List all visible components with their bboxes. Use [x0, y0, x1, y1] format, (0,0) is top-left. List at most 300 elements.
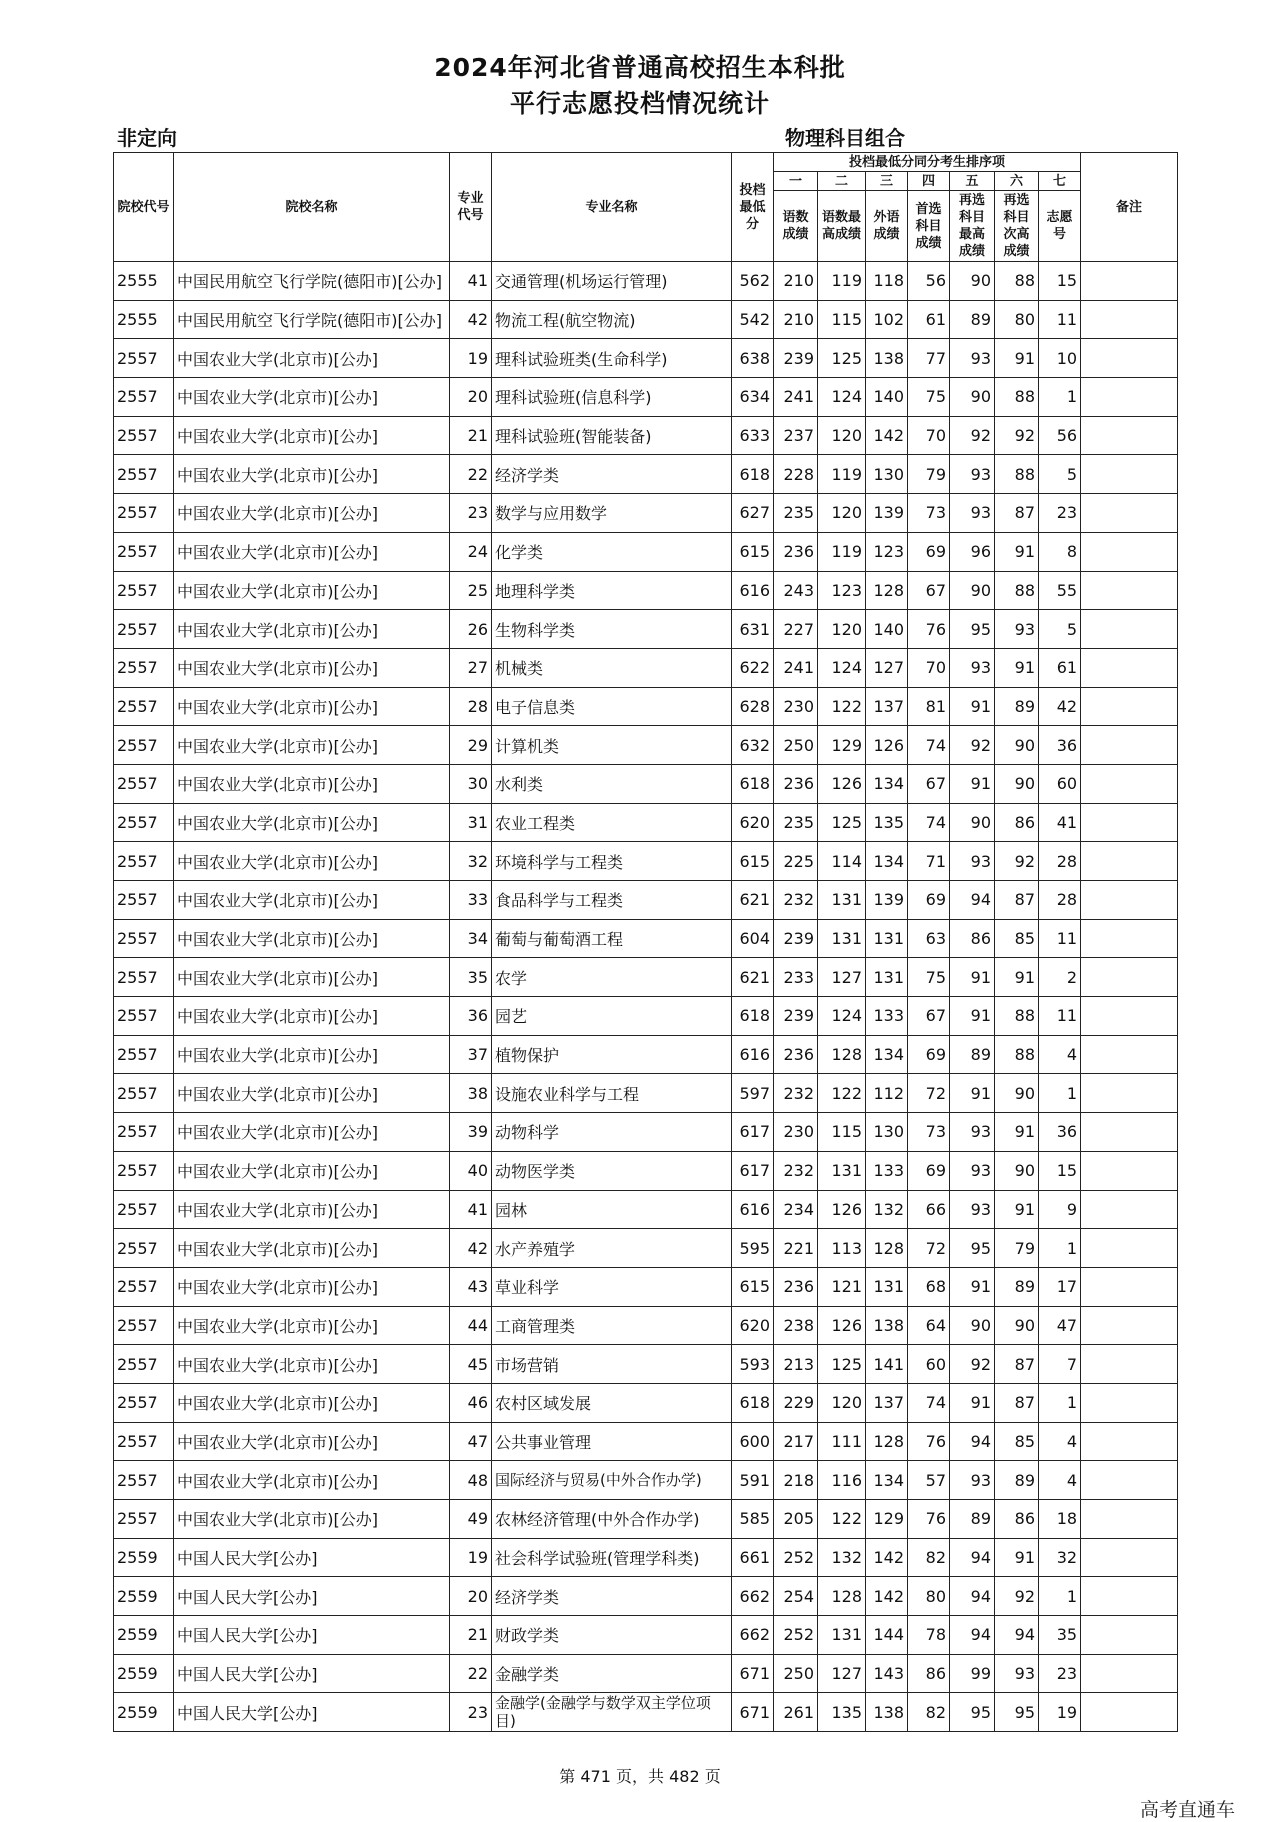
cell-rank-7: 56	[1039, 416, 1081, 455]
cell-rank-6: 87	[995, 1383, 1039, 1422]
cell-rank-4: 81	[908, 687, 950, 726]
cell-min-score: 661	[732, 1538, 774, 1577]
cell-major-code: 40	[450, 1151, 492, 1190]
cell-rank-3: 142	[866, 416, 908, 455]
cell-school-name: 中国民用航空飞行学院(德阳市)[公办]	[174, 262, 450, 301]
cell-rank-6: 95	[995, 1693, 1039, 1732]
cell-rank-7: 5	[1039, 610, 1081, 649]
cell-rank-1: 232	[774, 1151, 818, 1190]
cell-remark	[1081, 1616, 1178, 1655]
header-rank-item: 语数最高成绩	[818, 191, 866, 262]
cell-remark	[1081, 997, 1178, 1036]
cell-rank-1: 210	[774, 300, 818, 339]
cell-rank-3: 140	[866, 378, 908, 417]
cell-rank-7: 41	[1039, 803, 1081, 842]
cell-rank-6: 88	[995, 1035, 1039, 1074]
cell-rank-4: 69	[908, 881, 950, 920]
cell-major-name: 设施农业科学与工程	[492, 1074, 732, 1113]
cell-rank-1: 250	[774, 1654, 818, 1693]
cell-major-name: 食品科学与工程类	[492, 881, 732, 920]
cell-rank-7: 60	[1039, 764, 1081, 803]
header-major-code: 专业代号	[450, 153, 492, 262]
cell-rank-1: 236	[774, 1267, 818, 1306]
cell-major-name: 理科试验班类(生命科学)	[492, 339, 732, 378]
cell-major-name: 农林经济管理(中外合作办学)	[492, 1500, 732, 1539]
cell-school-code: 2559	[114, 1538, 174, 1577]
cell-rank-6: 91	[995, 1538, 1039, 1577]
cell-major-code: 20	[450, 1577, 492, 1616]
cell-major-code: 23	[450, 494, 492, 533]
cell-rank-1: 241	[774, 378, 818, 417]
cell-rank-7: 36	[1039, 1113, 1081, 1152]
header-rank-num: 三	[866, 172, 908, 191]
cell-rank-7: 42	[1039, 687, 1081, 726]
cell-rank-7: 35	[1039, 1616, 1081, 1655]
cell-school-code: 2557	[114, 416, 174, 455]
cell-remark	[1081, 1500, 1178, 1539]
cell-rank-5: 93	[950, 339, 995, 378]
table-row	[114, 1538, 1178, 1577]
cell-major-name: 农业工程类	[492, 803, 732, 842]
cell-rank-6: 88	[995, 378, 1039, 417]
cell-major-name: 国际经济与贸易(中外合作办学)	[492, 1461, 732, 1500]
cell-major-name: 生物科学类	[492, 610, 732, 649]
page-footer: 第 471 页，共 482 页	[559, 1767, 721, 1786]
cell-rank-5: 91	[950, 687, 995, 726]
cell-rank-5: 90	[950, 1306, 995, 1345]
cell-rank-2: 121	[818, 1267, 866, 1306]
cell-school-name: 中国农业大学(北京市)[公办]	[174, 610, 450, 649]
cell-rank-1: 230	[774, 1113, 818, 1152]
cell-rank-4: 80	[908, 1577, 950, 1616]
cell-min-score: 617	[732, 1113, 774, 1152]
cell-rank-7: 47	[1039, 1306, 1081, 1345]
cell-school-code: 2557	[114, 1035, 174, 1074]
cell-rank-3: 142	[866, 1577, 908, 1616]
cell-rank-7: 32	[1039, 1538, 1081, 1577]
table-row	[114, 1461, 1178, 1500]
cell-rank-6: 91	[995, 339, 1039, 378]
cell-min-score: 591	[732, 1461, 774, 1500]
table-row	[114, 687, 1178, 726]
cell-rank-6: 90	[995, 764, 1039, 803]
table-row	[114, 339, 1178, 378]
cell-rank-5: 96	[950, 532, 995, 571]
cell-rank-6: 86	[995, 1500, 1039, 1539]
table-row	[114, 726, 1178, 765]
cell-school-code: 2559	[114, 1577, 174, 1616]
cell-min-score: 618	[732, 997, 774, 1036]
table-row	[114, 610, 1178, 649]
cell-rank-1: 210	[774, 262, 818, 301]
cell-rank-4: 78	[908, 1616, 950, 1655]
header-rank-num: 七	[1039, 172, 1081, 191]
cell-rank-6: 92	[995, 416, 1039, 455]
cell-major-name: 地理科学类	[492, 571, 732, 610]
table-row	[114, 1654, 1178, 1693]
cell-min-score: 633	[732, 416, 774, 455]
cell-school-name: 中国农业大学(北京市)[公办]	[174, 416, 450, 455]
cell-school-name: 中国农业大学(北京市)[公办]	[174, 881, 450, 920]
cell-school-name: 中国农业大学(北京市)[公办]	[174, 648, 450, 687]
cell-rank-5: 93	[950, 1461, 995, 1500]
table-row	[114, 1616, 1178, 1655]
cell-remark	[1081, 300, 1178, 339]
cell-rank-4: 56	[908, 262, 950, 301]
cell-rank-6: 90	[995, 726, 1039, 765]
cell-school-code: 2557	[114, 1422, 174, 1461]
cell-rank-3: 112	[866, 1074, 908, 1113]
table-row	[114, 1267, 1178, 1306]
cell-rank-2: 123	[818, 571, 866, 610]
cell-rank-3: 137	[866, 1383, 908, 1422]
cell-rank-1: 243	[774, 571, 818, 610]
cell-school-code: 2557	[114, 764, 174, 803]
table-row	[114, 1035, 1178, 1074]
cell-school-code: 2555	[114, 262, 174, 301]
cell-rank-2: 124	[818, 648, 866, 687]
cell-major-code: 39	[450, 1113, 492, 1152]
cell-rank-5: 99	[950, 1654, 995, 1693]
cell-school-name: 中国农业大学(北京市)[公办]	[174, 919, 450, 958]
cell-school-name: 中国农业大学(北京市)[公办]	[174, 764, 450, 803]
cell-rank-3: 134	[866, 764, 908, 803]
cell-remark	[1081, 610, 1178, 649]
cell-rank-4: 68	[908, 1267, 950, 1306]
cell-remark	[1081, 1577, 1178, 1616]
cell-rank-2: 131	[818, 919, 866, 958]
table-row	[114, 1306, 1178, 1345]
cell-rank-5: 92	[950, 726, 995, 765]
cell-min-score: 600	[732, 1422, 774, 1461]
cell-school-name: 中国农业大学(北京市)[公办]	[174, 997, 450, 1036]
cell-school-name: 中国农业大学(北京市)[公办]	[174, 803, 450, 842]
cell-major-name: 环境科学与工程类	[492, 842, 732, 881]
cell-school-name: 中国农业大学(北京市)[公办]	[174, 571, 450, 610]
cell-rank-4: 72	[908, 1229, 950, 1268]
cell-major-name: 园艺	[492, 997, 732, 1036]
cell-school-name: 中国民用航空飞行学院(德阳市)[公办]	[174, 300, 450, 339]
table-row	[114, 262, 1178, 301]
cell-major-code: 32	[450, 842, 492, 881]
cell-school-name: 中国农业大学(北京市)[公办]	[174, 532, 450, 571]
cell-rank-4: 70	[908, 648, 950, 687]
cell-major-name: 金融学(金融学与数学双主学位项目)	[492, 1693, 732, 1732]
cell-rank-4: 61	[908, 300, 950, 339]
cell-remark	[1081, 262, 1178, 301]
cell-rank-3: 126	[866, 726, 908, 765]
cell-school-code: 2557	[114, 339, 174, 378]
cell-school-name: 中国人民大学[公办]	[174, 1693, 450, 1732]
page-title-line1: 2024年河北省普通高校招生本科批	[434, 53, 846, 82]
cell-rank-2: 135	[818, 1693, 866, 1732]
cell-min-score: 616	[732, 1035, 774, 1074]
cell-rank-5: 94	[950, 1616, 995, 1655]
cell-rank-4: 64	[908, 1306, 950, 1345]
cell-school-name: 中国农业大学(北京市)[公办]	[174, 339, 450, 378]
cell-major-code: 43	[450, 1267, 492, 1306]
cell-rank-6: 89	[995, 1461, 1039, 1500]
cell-rank-2: 131	[818, 1616, 866, 1655]
cell-rank-5: 90	[950, 571, 995, 610]
cell-rank-4: 60	[908, 1345, 950, 1384]
cell-school-name: 中国农业大学(北京市)[公办]	[174, 1113, 450, 1152]
cell-rank-6: 85	[995, 1422, 1039, 1461]
cell-rank-2: 125	[818, 339, 866, 378]
cell-remark	[1081, 571, 1178, 610]
cell-remark	[1081, 1422, 1178, 1461]
cell-min-score: 638	[732, 339, 774, 378]
cell-rank-7: 1	[1039, 1577, 1081, 1616]
cell-major-name: 理科试验班(智能装备)	[492, 416, 732, 455]
cell-rank-5: 90	[950, 803, 995, 842]
cell-major-code: 41	[450, 262, 492, 301]
header-rank-group: 投档最低分同分考生排序项	[774, 153, 1081, 172]
cell-rank-3: 123	[866, 532, 908, 571]
cell-rank-3: 138	[866, 1693, 908, 1732]
cell-rank-4: 67	[908, 997, 950, 1036]
header-rank-num: 五	[950, 172, 995, 191]
cell-min-score: 542	[732, 300, 774, 339]
cell-rank-2: 119	[818, 532, 866, 571]
cell-rank-1: 250	[774, 726, 818, 765]
header-school-name: 院校名称	[174, 153, 450, 262]
cell-rank-2: 120	[818, 610, 866, 649]
cell-rank-4: 63	[908, 919, 950, 958]
cell-remark	[1081, 1306, 1178, 1345]
cell-rank-3: 134	[866, 1461, 908, 1500]
cell-major-name: 理科试验班(信息科学)	[492, 378, 732, 417]
cell-rank-1: 235	[774, 494, 818, 533]
table-row	[114, 1693, 1178, 1732]
cell-rank-5: 86	[950, 919, 995, 958]
cell-school-code: 2555	[114, 300, 174, 339]
cell-major-code: 23	[450, 1693, 492, 1732]
cell-remark	[1081, 764, 1178, 803]
cell-rank-7: 17	[1039, 1267, 1081, 1306]
cell-rank-6: 91	[995, 1190, 1039, 1229]
cell-min-score: 621	[732, 881, 774, 920]
header-rank-num: 二	[818, 172, 866, 191]
cell-rank-6: 92	[995, 1577, 1039, 1616]
cell-rank-4: 69	[908, 1035, 950, 1074]
cell-min-score: 662	[732, 1616, 774, 1655]
cell-rank-5: 91	[950, 1383, 995, 1422]
cell-min-score: 634	[732, 378, 774, 417]
header-rank-num: 四	[908, 172, 950, 191]
cell-rank-3: 130	[866, 455, 908, 494]
cell-major-code: 29	[450, 726, 492, 765]
cell-major-name: 数学与应用数学	[492, 494, 732, 533]
cell-rank-1: 254	[774, 1577, 818, 1616]
table-row	[114, 494, 1178, 533]
table-row	[114, 1500, 1178, 1539]
table-row	[114, 842, 1178, 881]
cell-rank-3: 128	[866, 1229, 908, 1268]
cell-rank-1: 252	[774, 1538, 818, 1577]
cell-major-name: 葡萄与葡萄酒工程	[492, 919, 732, 958]
cell-rank-1: 205	[774, 1500, 818, 1539]
cell-rank-4: 71	[908, 842, 950, 881]
table-row	[114, 571, 1178, 610]
cell-major-name: 农村区域发展	[492, 1383, 732, 1422]
cell-school-code: 2557	[114, 726, 174, 765]
table-row	[114, 803, 1178, 842]
cell-rank-3: 144	[866, 1616, 908, 1655]
cell-major-name: 交通管理(机场运行管理)	[492, 262, 732, 301]
cell-rank-5: 90	[950, 378, 995, 417]
cell-rank-5: 95	[950, 1229, 995, 1268]
cell-rank-3: 102	[866, 300, 908, 339]
table-row	[114, 1345, 1178, 1384]
cell-school-name: 中国农业大学(北京市)[公办]	[174, 687, 450, 726]
cell-major-name: 电子信息类	[492, 687, 732, 726]
cell-remark	[1081, 1074, 1178, 1113]
cell-rank-4: 86	[908, 1654, 950, 1693]
cell-major-name: 金融学类	[492, 1654, 732, 1693]
cell-rank-2: 126	[818, 1190, 866, 1229]
header-rank-item: 外语成绩	[866, 191, 908, 262]
cell-rank-2: 114	[818, 842, 866, 881]
cell-rank-4: 72	[908, 1074, 950, 1113]
cell-major-code: 21	[450, 1616, 492, 1655]
cell-rank-6: 88	[995, 997, 1039, 1036]
cell-rank-2: 115	[818, 1113, 866, 1152]
cell-major-code: 48	[450, 1461, 492, 1500]
cell-rank-1: 236	[774, 764, 818, 803]
cell-rank-7: 11	[1039, 919, 1081, 958]
cell-rank-5: 93	[950, 842, 995, 881]
cell-rank-6: 88	[995, 455, 1039, 494]
cell-rank-4: 82	[908, 1693, 950, 1732]
cell-major-name: 计算机类	[492, 726, 732, 765]
cell-rank-7: 23	[1039, 494, 1081, 533]
cell-rank-1: 225	[774, 842, 818, 881]
cell-major-code: 41	[450, 1190, 492, 1229]
cell-min-score: 618	[732, 1383, 774, 1422]
cell-rank-7: 1	[1039, 378, 1081, 417]
cell-school-code: 2557	[114, 1500, 174, 1539]
cell-rank-5: 91	[950, 764, 995, 803]
cell-rank-2: 113	[818, 1229, 866, 1268]
cell-major-code: 46	[450, 1383, 492, 1422]
cell-school-code: 2557	[114, 1383, 174, 1422]
cell-school-name: 中国农业大学(北京市)[公办]	[174, 842, 450, 881]
cell-school-code: 2559	[114, 1693, 174, 1732]
cell-rank-7: 19	[1039, 1693, 1081, 1732]
cell-rank-2: 122	[818, 1500, 866, 1539]
cell-remark	[1081, 339, 1178, 378]
cell-rank-6: 90	[995, 1306, 1039, 1345]
cell-school-code: 2557	[114, 1151, 174, 1190]
cell-rank-3: 128	[866, 571, 908, 610]
cell-rank-3: 139	[866, 494, 908, 533]
cell-school-code: 2559	[114, 1654, 174, 1693]
cell-rank-4: 69	[908, 1151, 950, 1190]
cell-rank-7: 8	[1039, 532, 1081, 571]
cell-rank-6: 80	[995, 300, 1039, 339]
cell-major-code: 19	[450, 339, 492, 378]
cell-rank-3: 133	[866, 1151, 908, 1190]
table-row	[114, 378, 1178, 417]
cell-major-code: 26	[450, 610, 492, 649]
cell-school-name: 中国农业大学(北京市)[公办]	[174, 726, 450, 765]
cell-school-name: 中国农业大学(北京市)[公办]	[174, 1461, 450, 1500]
category-left: 非定向	[117, 126, 177, 150]
cell-rank-7: 4	[1039, 1461, 1081, 1500]
cell-major-name: 物流工程(航空物流)	[492, 300, 732, 339]
cell-major-code: 33	[450, 881, 492, 920]
cell-rank-1: 233	[774, 958, 818, 997]
cell-rank-2: 128	[818, 1577, 866, 1616]
cell-remark	[1081, 842, 1178, 881]
cell-rank-3: 127	[866, 648, 908, 687]
cell-rank-3: 118	[866, 262, 908, 301]
table-row	[114, 416, 1178, 455]
cell-rank-3: 131	[866, 919, 908, 958]
cell-school-code: 2557	[114, 1229, 174, 1268]
cell-rank-3: 137	[866, 687, 908, 726]
header-rank-num: 一	[774, 172, 818, 191]
cell-rank-1: 218	[774, 1461, 818, 1500]
cell-major-name: 工商管理类	[492, 1306, 732, 1345]
cell-remark	[1081, 1461, 1178, 1500]
page-title-line2: 平行志愿投档情况统计	[509, 89, 770, 118]
cell-rank-4: 76	[908, 1500, 950, 1539]
cell-major-code: 22	[450, 1654, 492, 1693]
cell-rank-4: 73	[908, 1113, 950, 1152]
cell-rank-6: 85	[995, 919, 1039, 958]
cell-rank-3: 141	[866, 1345, 908, 1384]
cell-school-code: 2557	[114, 1306, 174, 1345]
cell-rank-3: 134	[866, 1035, 908, 1074]
cell-rank-1: 227	[774, 610, 818, 649]
cell-rank-3: 135	[866, 803, 908, 842]
cell-min-score: 562	[732, 262, 774, 301]
cell-rank-5: 91	[950, 958, 995, 997]
cell-rank-4: 79	[908, 455, 950, 494]
cell-remark	[1081, 1267, 1178, 1306]
cell-rank-6: 87	[995, 881, 1039, 920]
cell-rank-1: 252	[774, 1616, 818, 1655]
cell-major-code: 35	[450, 958, 492, 997]
cell-rank-3: 143	[866, 1654, 908, 1693]
cell-major-name: 草业科学	[492, 1267, 732, 1306]
cell-major-code: 45	[450, 1345, 492, 1384]
cell-rank-3: 132	[866, 1190, 908, 1229]
cell-rank-1: 229	[774, 1383, 818, 1422]
cell-school-name: 中国农业大学(北京市)[公办]	[174, 378, 450, 417]
cell-min-score: 622	[732, 648, 774, 687]
cell-rank-5: 94	[950, 881, 995, 920]
cell-school-code: 2557	[114, 1074, 174, 1113]
cell-rank-4: 69	[908, 532, 950, 571]
cell-rank-7: 9	[1039, 1190, 1081, 1229]
cell-rank-4: 57	[908, 1461, 950, 1500]
cell-remark	[1081, 1693, 1178, 1732]
cell-major-code: 19	[450, 1538, 492, 1577]
cell-major-name: 财政学类	[492, 1616, 732, 1655]
cell-remark	[1081, 416, 1178, 455]
cell-major-code: 27	[450, 648, 492, 687]
cell-school-name: 中国农业大学(北京市)[公办]	[174, 1035, 450, 1074]
cell-min-score: 671	[732, 1654, 774, 1693]
cell-min-score: 617	[732, 1151, 774, 1190]
cell-rank-4: 74	[908, 726, 950, 765]
cell-remark	[1081, 455, 1178, 494]
cell-rank-6: 91	[995, 648, 1039, 687]
cell-rank-7: 28	[1039, 842, 1081, 881]
